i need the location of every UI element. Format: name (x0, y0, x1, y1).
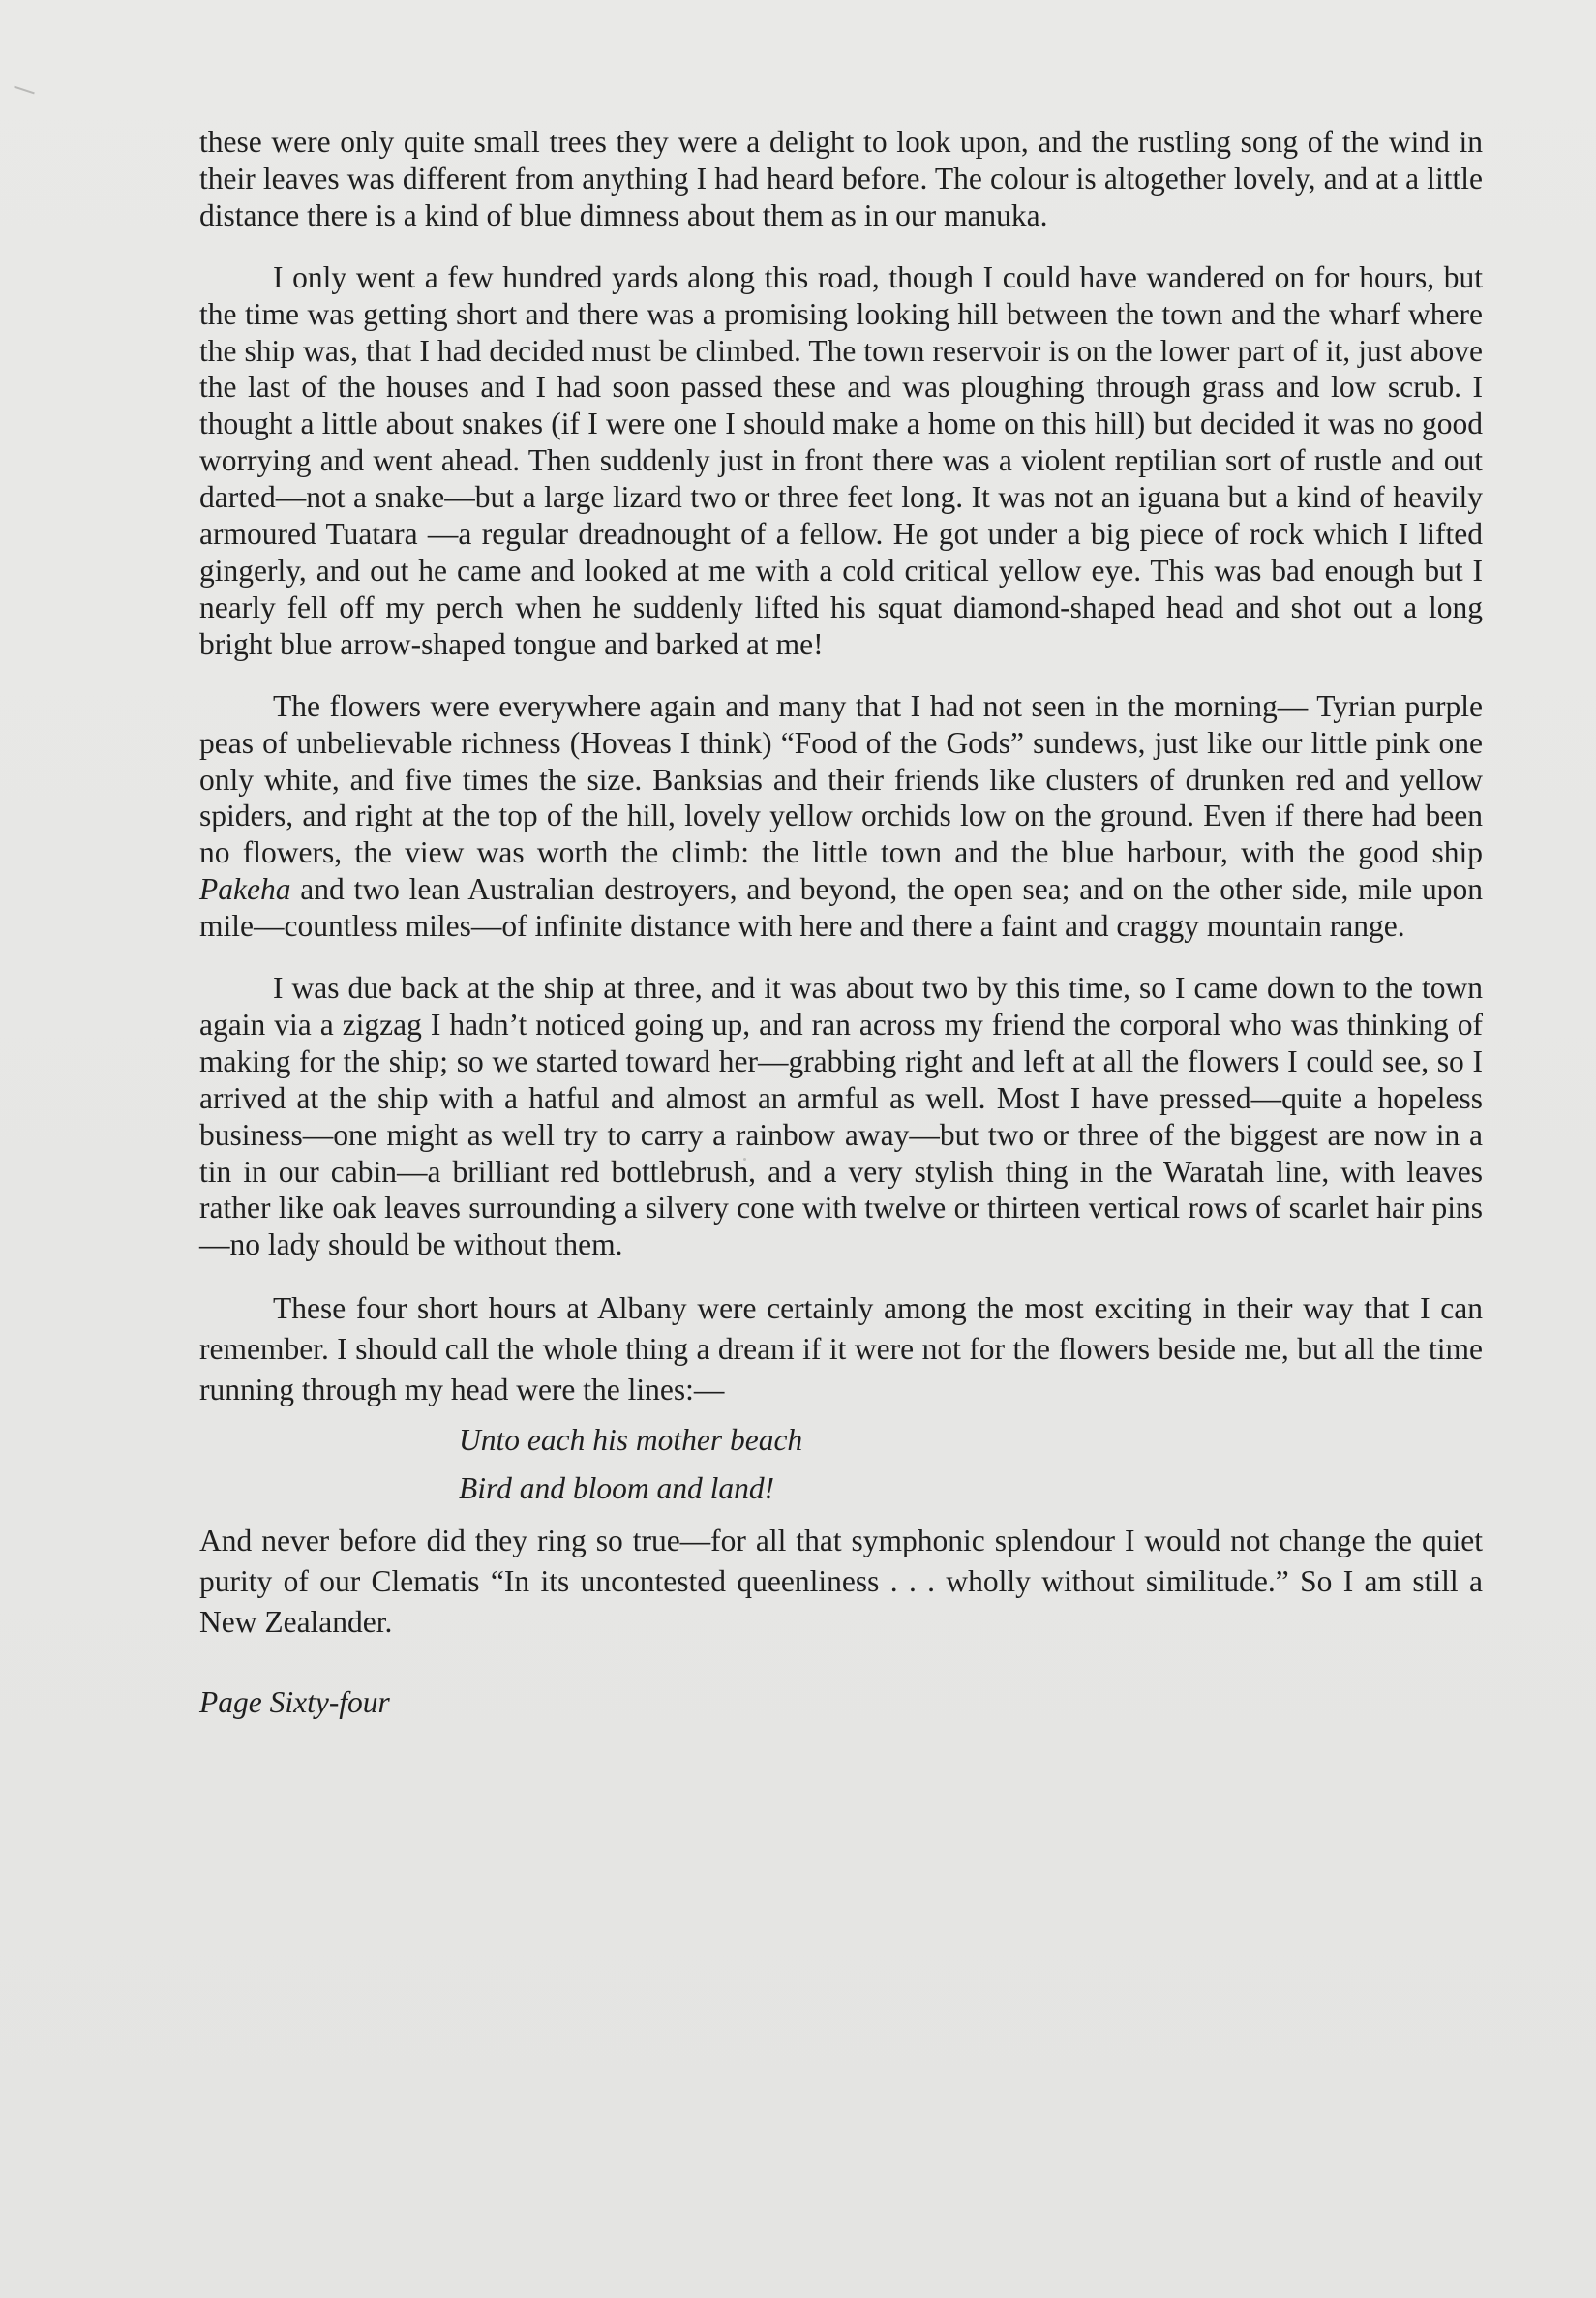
verse-line-2: Bird and bloom and land! (459, 1471, 775, 1506)
scan-mark (14, 86, 35, 95)
verse-line-1: Unto each his mother beach (459, 1423, 803, 1458)
paragraph-3 (199, 688, 1483, 945)
verse-quote (459, 1416, 1483, 1513)
ship-name: Pakeha (199, 872, 291, 907)
closing-paragraph: And never before did they ring so true—for all that symphonic splendour I would not change the quiet purity of our Clematis “In its uncontested queenliness . . . wholly without similitude.” So I am still a New Zealander. (199, 1524, 1483, 1640)
paragraph-3-text-before: The flowers were everywhere again and many that I had not seen in the morning— Tyrian purple peas of unbelievable richness (Hoveas I think) “Food of the Gods” sundews, just like our little pink one only white, and five times the size. Banksias and their friends like clusters of drunken red and yellow spiders, and right at the top of the hill, lovely yellow orchids low on the ground. Even if there had been no flowers, the view was worth the climb: the little town and the blue harbour, with the good ship (199, 688, 1483, 870)
page-label: Page Sixty-four (199, 1685, 390, 1720)
paragraph-2: I only went a few hundred yards along this road, though I could have wandered on for hours, but the time was getting short and there was a promising looking hill between the town and the wharf where the ship was, that I had decided must be climbed. The town reservoir is on the lower part of it, just above the last of the houses and I had soon passed these and was ploughing through grass and low scrub. I thought a little about snakes (if I were one I should make a home on this hill) but decided it was no good worrying and went ahead. Then suddenly just in front there was a violent reptilian sort of rustle and out darted—not a snake—but a large lizard two or three feet long. It was not an iguana but a kind of heavily armoured Tuatara —a regular dreadnought of a fellow. He got under a big piece of rock which I lifted gingerly, and out he came and looked at me with a cold critical yellow eye. This was bad enough but I nearly fell off my perch when he suddenly lifted his squat diamond-shaped head and shot out a long bright blue arrow-shaped tongue and barked at me! (199, 259, 1483, 661)
paragraph-5: These four short hours at Albany were certainly among the most exciting in their way that I can remember. I should call the whole thing a dream if it were not for the flowers beside me, but all the time running through my head were the lines:— (199, 1291, 1483, 1407)
paragraph-4: I was due back at the ship at three, and it was about two by this time, so I came down to the town again via a zigzag I hadn’t noticed going up, and ran across my friend the corporal who was thinking of making for the ship; so we started toward her—grabbing right and left at all the flowers I could see, so I arrived at the ship with a hatful and almost an armful as well. Most I have pressed—quite a hopeless business—one might as well try to carry a rainbow away—but two or three of the biggest are now in a tin in our cabin—a brilliant red bottlebrush, and a very stylish thing in the Waratah line, with leaves rather like oak leaves surrounding a silvery cone with twelve or thirteen vertical rows of scarlet hair pins—no lady should be without them. (199, 971, 1483, 1262)
paragraph-1: these were only quite small trees they were a delight to look upon, and the rustling song of the wind in their leaves was different from anything I had heard before. The colour is altogether lovely, and at a little distance there is a kind of blue dimness about them as in our manuka. (199, 125, 1483, 232)
paragraph-3-text-after: and two lean Australian destroyers, and beyond, the open sea; and on the other side, mile upon mile—countless miles—of infinite distance with here and there a faint and craggy mountain range. (199, 872, 1483, 944)
body-text (199, 124, 1483, 1722)
